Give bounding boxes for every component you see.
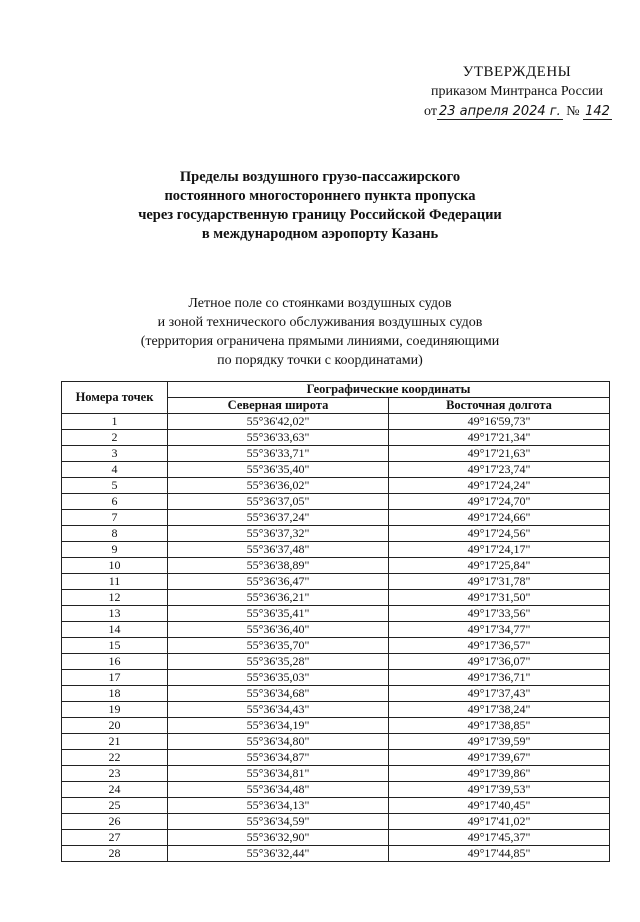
latitude-cell: 55°36'34,80" <box>168 734 389 750</box>
latitude-cell: 55°36'34,43" <box>168 702 389 718</box>
longitude-cell: 49°16'59,73" <box>389 414 610 430</box>
longitude-cell: 49°17'38,85" <box>389 718 610 734</box>
table-row <box>62 830 610 846</box>
point-number-cell: 6 <box>62 494 168 510</box>
point-number-cell: 25 <box>62 798 168 814</box>
latitude-cell: 55°36'36,47" <box>168 574 389 590</box>
latitude-cell: 55°36'34,13" <box>168 798 389 814</box>
from-label: от <box>424 104 437 119</box>
point-number-cell: 3 <box>62 446 168 462</box>
document-title <box>100 168 540 244</box>
longitude-cell: 49°17'39,86" <box>389 766 610 782</box>
longitude-cell: 49°17'44,85" <box>389 846 610 862</box>
longitude-cell: 49°17'24,17" <box>389 542 610 558</box>
approval-stamp <box>422 62 612 122</box>
point-number-cell: 13 <box>62 606 168 622</box>
subtitle-line-3: (территория ограничена прямыми линиями, соединяющими <box>140 334 500 349</box>
table-row <box>62 446 610 462</box>
longitude-cell: 49°17'41,02" <box>389 814 610 830</box>
longitude-cell: 49°17'24,24" <box>389 478 610 494</box>
table-row <box>62 526 610 542</box>
point-number-cell: 1 <box>62 414 168 430</box>
point-number-cell: 20 <box>62 718 168 734</box>
longitude-cell: 49°17'37,43" <box>389 686 610 702</box>
table-row <box>62 670 610 686</box>
point-number-cell: 24 <box>62 782 168 798</box>
point-number-cell: 28 <box>62 846 168 862</box>
table-row <box>62 622 610 638</box>
table-row <box>62 654 610 670</box>
latitude-cell: 55°36'42,02" <box>168 414 389 430</box>
table-row <box>62 558 610 574</box>
coordinates-rows <box>62 414 610 862</box>
point-number-cell: 8 <box>62 526 168 542</box>
longitude-cell: 49°17'24,56" <box>389 526 610 542</box>
point-number-cell: 18 <box>62 686 168 702</box>
latitude-cell: 55°36'34,87" <box>168 750 389 766</box>
point-number-cell: 11 <box>62 574 168 590</box>
latitude-cell: 55°36'35,41" <box>168 606 389 622</box>
longitude-cell: 49°17'36,57" <box>389 638 610 654</box>
latitude-cell: 55°36'32,90" <box>168 830 389 846</box>
table-row <box>62 734 610 750</box>
table-row <box>62 430 610 446</box>
order-line <box>422 102 612 122</box>
point-number-cell: 26 <box>62 814 168 830</box>
subtitle-line-1: Летное поле со стоянками воздушных судов <box>188 296 452 311</box>
table-row <box>62 798 610 814</box>
point-number-cell: 2 <box>62 430 168 446</box>
table-row <box>62 766 610 782</box>
table-row <box>62 542 610 558</box>
title-line-3: через государственную границу Российской Федерации <box>138 207 502 223</box>
latitude-cell: 55°36'33,71" <box>168 446 389 462</box>
table-row <box>62 638 610 654</box>
longitude-cell: 49°17'39,59" <box>389 734 610 750</box>
table-row <box>62 590 610 606</box>
header-longitude: Восточная долгота <box>389 398 610 414</box>
title-line-1: Пределы воздушного грузо-пассажирского <box>179 169 461 185</box>
header-latitude: Северная широта <box>168 398 389 414</box>
coordinates-table <box>61 381 610 862</box>
latitude-cell: 55°36'34,81" <box>168 766 389 782</box>
table-row <box>62 462 610 478</box>
point-number-cell: 27 <box>62 830 168 846</box>
latitude-cell: 55°36'37,24" <box>168 510 389 526</box>
section-subtitle <box>100 294 540 370</box>
longitude-cell: 49°17'23,74" <box>389 462 610 478</box>
latitude-cell: 55°36'36,40" <box>168 622 389 638</box>
table-row <box>62 702 610 718</box>
table-row <box>62 606 610 622</box>
latitude-cell: 55°36'37,48" <box>168 542 389 558</box>
latitude-cell: 55°36'35,70" <box>168 638 389 654</box>
point-number-cell: 19 <box>62 702 168 718</box>
latitude-cell: 55°36'34,68" <box>168 686 389 702</box>
latitude-cell: 55°36'36,21" <box>168 590 389 606</box>
latitude-cell: 55°36'35,03" <box>168 670 389 686</box>
table-row <box>62 510 610 526</box>
order-date: 23 апреля 2024 г. <box>438 104 561 119</box>
table-row <box>62 494 610 510</box>
table-row <box>62 574 610 590</box>
table-row <box>62 750 610 766</box>
title-line-4: в международном аэропорту Казань <box>201 226 439 242</box>
latitude-cell: 55°36'34,19" <box>168 718 389 734</box>
longitude-cell: 49°17'38,24" <box>389 702 610 718</box>
latitude-cell: 55°36'35,40" <box>168 462 389 478</box>
latitude-cell: 55°36'34,59" <box>168 814 389 830</box>
table-row <box>62 414 610 430</box>
point-number-cell: 10 <box>62 558 168 574</box>
order-number: 142 <box>585 104 610 119</box>
table-row <box>62 846 610 862</box>
point-number-cell: 12 <box>62 590 168 606</box>
point-number-cell: 7 <box>62 510 168 526</box>
table-row <box>62 718 610 734</box>
latitude-cell: 55°36'36,02" <box>168 478 389 494</box>
longitude-cell: 49°17'31,78" <box>389 574 610 590</box>
longitude-cell: 49°17'33,56" <box>389 606 610 622</box>
title-line-2: постоянного многостороннего пункта пропуска <box>164 188 476 204</box>
point-number-cell: 16 <box>62 654 168 670</box>
longitude-cell: 49°17'39,67" <box>389 750 610 766</box>
point-number-cell: 15 <box>62 638 168 654</box>
table-row <box>62 478 610 494</box>
latitude-cell: 55°36'32,44" <box>168 846 389 862</box>
point-number-cell: 23 <box>62 766 168 782</box>
table-row <box>62 686 610 702</box>
point-number-cell: 14 <box>62 622 168 638</box>
latitude-cell: 55°36'37,05" <box>168 494 389 510</box>
longitude-cell: 49°17'34,77" <box>389 622 610 638</box>
header-point-numbers: Номера точек <box>62 382 168 414</box>
point-number-cell: 5 <box>62 478 168 494</box>
header-geo-coordinates: Географические координаты <box>168 382 610 398</box>
subtitle-line-4: по порядку точки с координатами) <box>217 353 423 368</box>
longitude-cell: 49°17'21,34" <box>389 430 610 446</box>
longitude-cell: 49°17'31,50" <box>389 590 610 606</box>
latitude-cell: 55°36'37,32" <box>168 526 389 542</box>
latitude-cell: 55°36'35,28" <box>168 654 389 670</box>
approved-by-order: приказом Минтранса России <box>430 84 604 99</box>
longitude-cell: 49°17'36,07" <box>389 654 610 670</box>
longitude-cell: 49°17'36,71" <box>389 670 610 686</box>
longitude-cell: 49°17'25,84" <box>389 558 610 574</box>
approved-heading: УТВЕРЖДЕНЫ <box>462 64 572 80</box>
longitude-cell: 49°17'21,63" <box>389 446 610 462</box>
number-label: № <box>566 104 580 119</box>
table-row <box>62 814 610 830</box>
longitude-cell: 49°17'45,37" <box>389 830 610 846</box>
point-number-cell: 4 <box>62 462 168 478</box>
point-number-cell: 17 <box>62 670 168 686</box>
longitude-cell: 49°17'24,66" <box>389 510 610 526</box>
latitude-cell: 55°36'38,89" <box>168 558 389 574</box>
latitude-cell: 55°36'34,48" <box>168 782 389 798</box>
longitude-cell: 49°17'24,70" <box>389 494 610 510</box>
point-number-cell: 21 <box>62 734 168 750</box>
longitude-cell: 49°17'40,45" <box>389 798 610 814</box>
subtitle-line-2: и зоной технического обслуживания воздушных судов <box>157 315 483 330</box>
table-row <box>62 782 610 798</box>
point-number-cell: 22 <box>62 750 168 766</box>
longitude-cell: 49°17'39,53" <box>389 782 610 798</box>
point-number-cell: 9 <box>62 542 168 558</box>
latitude-cell: 55°36'33,63" <box>168 430 389 446</box>
